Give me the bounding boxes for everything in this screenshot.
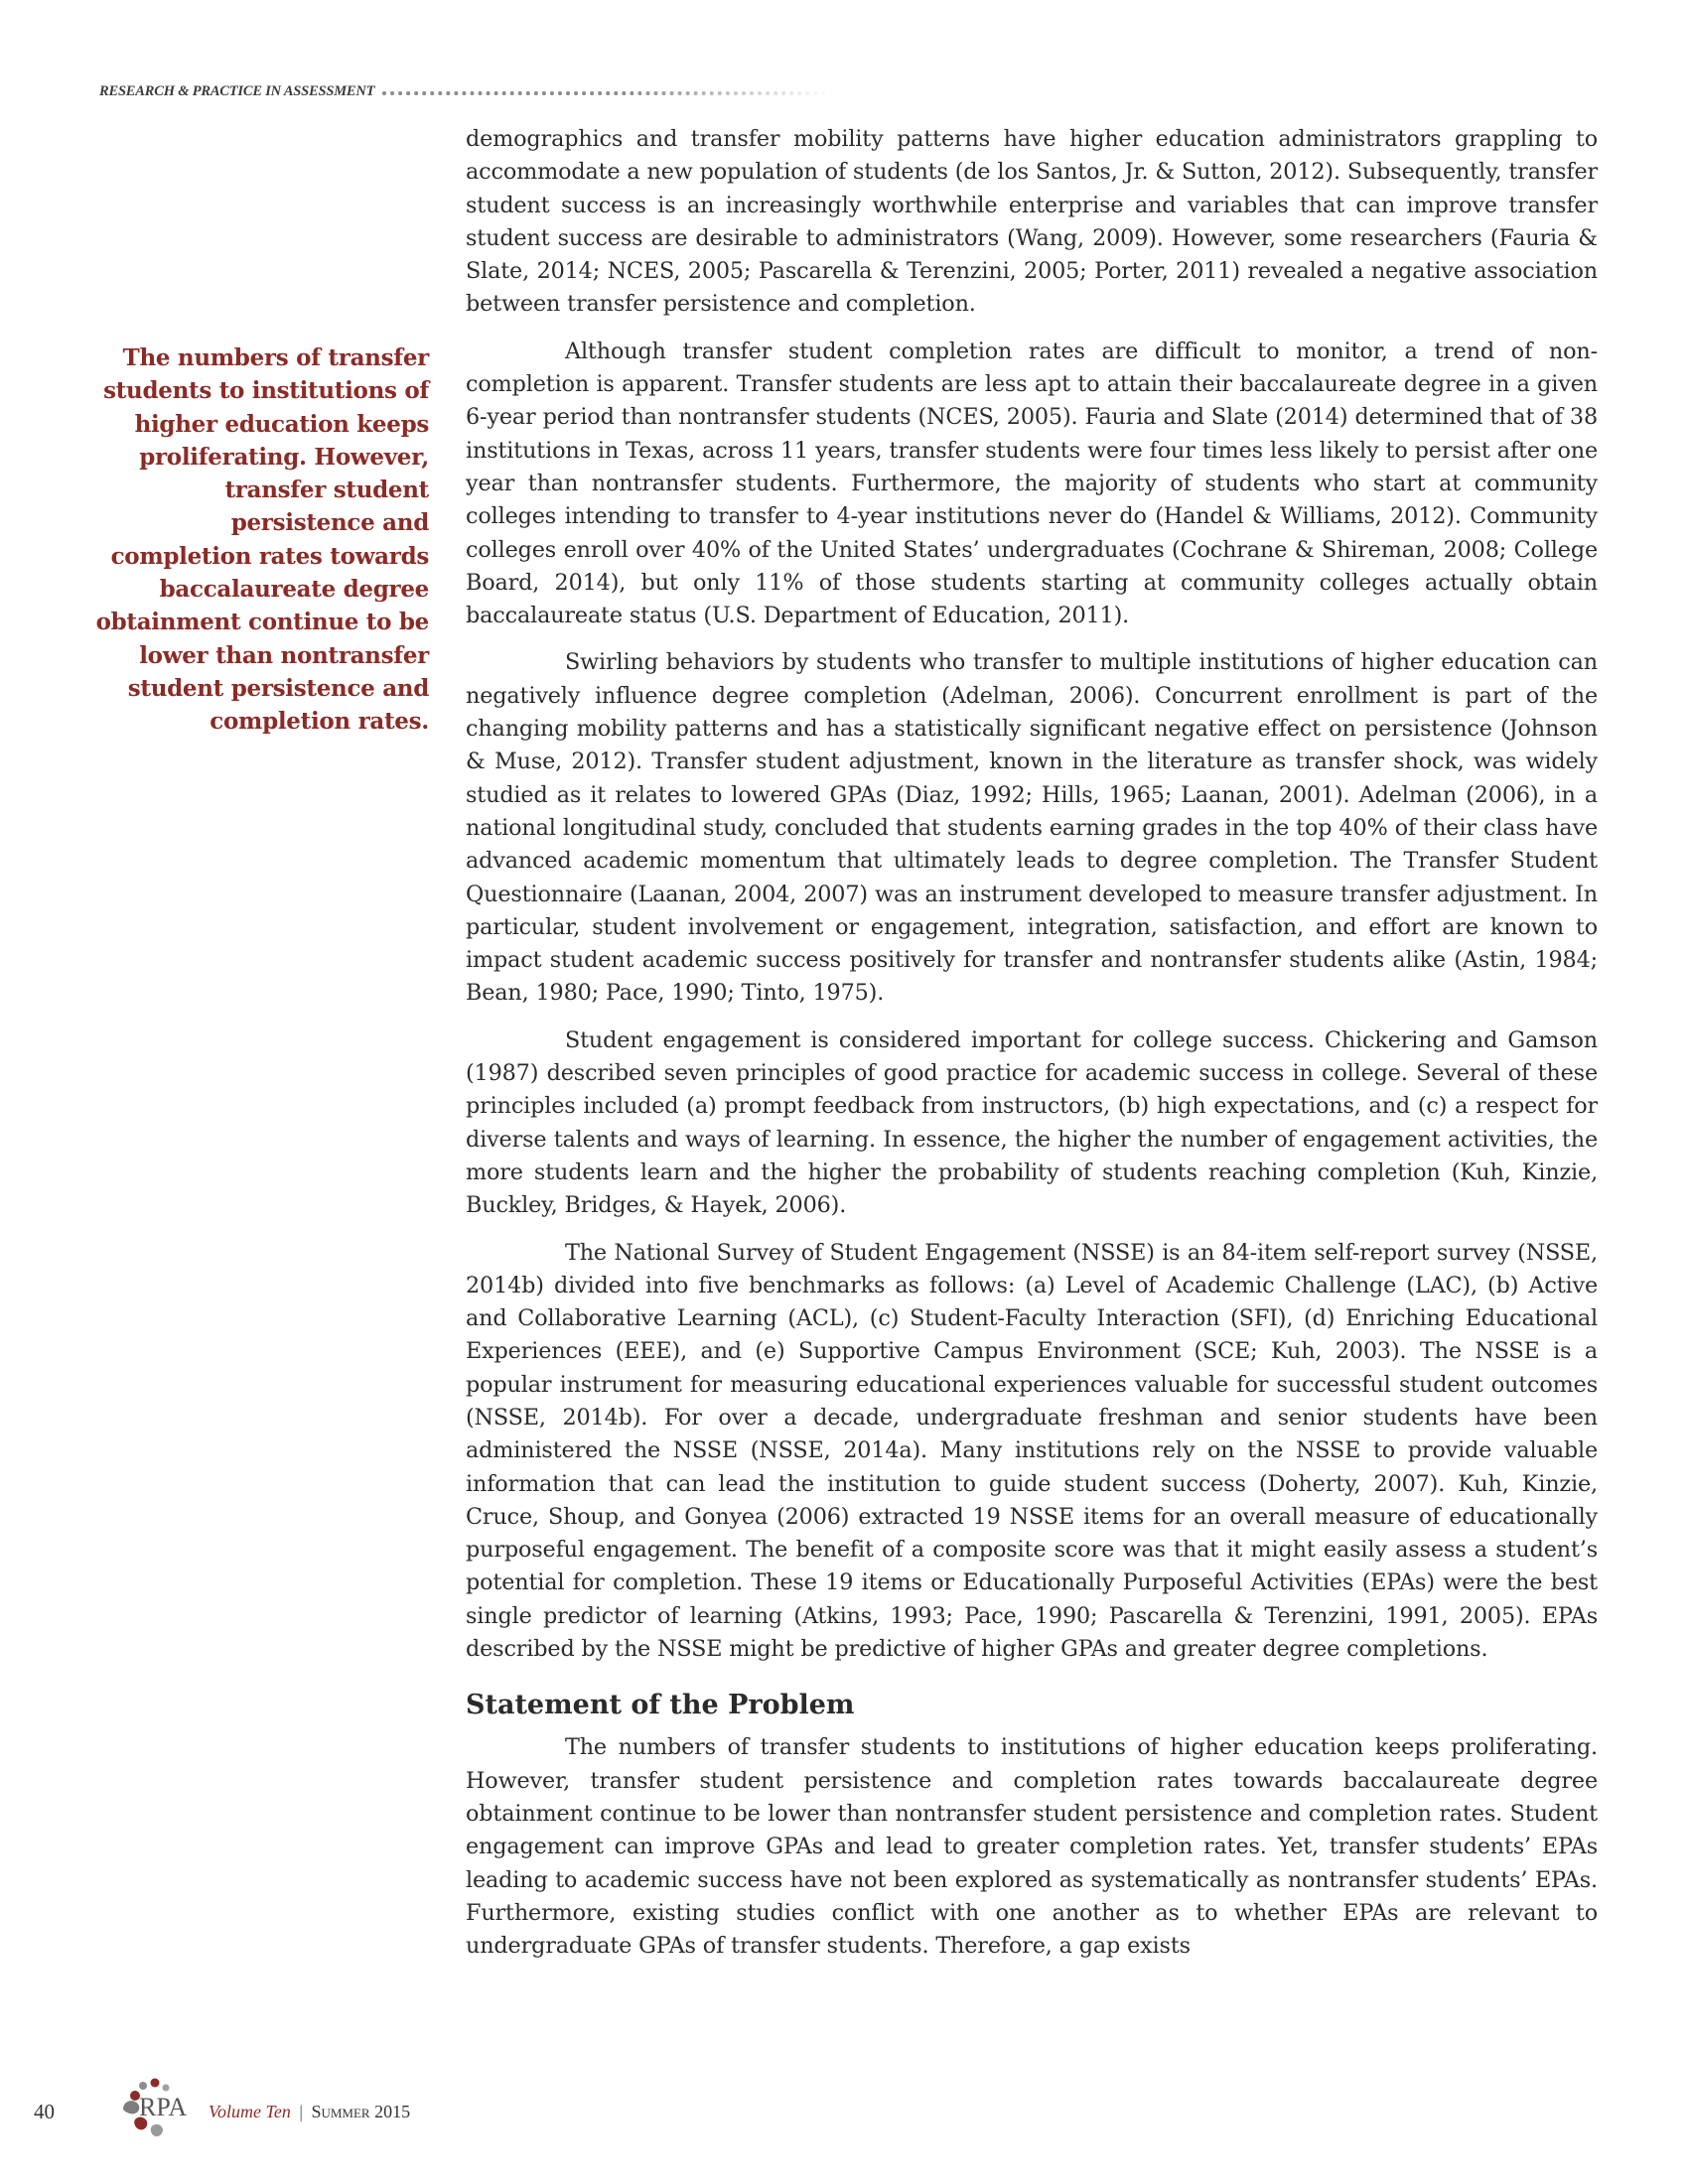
section-heading: Statement of the Problem — [466, 1690, 855, 1721]
rpa-logo-icon — [113, 2076, 222, 2149]
page-footer — [30, 2070, 487, 2149]
page-number: 40 — [34, 2100, 55, 2123]
body-paragraph-3: Swirling behaviors by students who transfer to multiple institutions of higher education can negatively influence degree completion (Adelman, 2006). Concurrent enrollment is part of the changing mobility patterns and has a statistically significant negative effect on persistence (Johnson & Muse, 2012). Transfer student adjustment, known in the literature as transfer shock, was widely studied as it relates to lowered GPAs (Diaz, 1992; Hills, 1965; Laanan, 2001). Adelman (2006), in a national longitudinal study, concluded that students earning grades in the top 40% of their class have advanced academic momentum that ultimately leads to degree completion. The Transfer Student Questionnaire (Laanan, 2004, 2007) was an instrument developed to measure transfer adjustment. In particular, student involvement or engagement, integration, satisfaction, and effort are known to impact student academic success positively for transfer and nontransfer students alike (Astin, 1984; Bean, 1980; Pace, 1990; Tinto, 1975). — [466, 649, 1598, 1007]
body-paragraph-1: demographics and transfer mobility patterns have higher education administrators grappling to accommodate a new population of students (de los Santos, Jr. & Sutton, 2012). Subsequently, transfer student success is an increasingly worthwhile enterprise and variables that can improve transfer student success are desirable to administrators (Wang, 2009). However, some researchers (Fauria & Slate, 2014; NCES, 2005; Pascarella & Terenzini, 2005; Porter, 2011) revealed a negative association between transfer persistence and completion. — [466, 126, 1598, 318]
logo-text: RPA — [139, 2093, 188, 2121]
running-head-dotted-rule — [382, 91, 834, 95]
footer-separator: | — [299, 2102, 303, 2121]
article-body — [466, 123, 1598, 1977]
pull-quote: The numbers of transfer students to institutions of higher education keeps proliferating. However, transfer student persistence and completion rates towards baccalaureate degree obtainment continue to be lower than nontransfer student persistence and completion rates. — [95, 344, 429, 736]
body-paragraph-4: Student engagement is considered important for college success. Chickering and Gamson (1987) described seven principles of good practice for academic success in college. Several of these principles included (a) prompt feedback from instructors, (b) high expectations, and (c) a respect for diverse talents and ways of learning. In essence, the higher the number of engagement activities, the more students learn and the higher the probability of students reaching completion (Kuh, Kinzie, Buckley, Bridges, & Hayek, 2006). — [466, 1026, 1598, 1219]
running-head-title: RESEARCH & PRACTICE IN ASSESSMENT — [99, 82, 375, 99]
body-paragraph-5: The National Survey of Student Engagement (NSSE) is an 84-item self-report survey (NSSE, 2014b) divided into five benchmarks as follows: (a) Level of Academic Challenge (LAC), (b) Active and Collaborative Learning (ACL), (c) Student-Faculty Interaction (SFI), (d) Enriching Educational Experiences (EEE), and (e) Supportive Campus Environment (SCE; Kuh, 2003). The NSSE is a popular instrument for measuring educational experiences valuable for successful student outcomes (NSSE, 2014b). For over a decade, undergraduate freshman and senior students have been administered the NSSE (NSSE, 2014a). Many institutions rely on the NSSE to provide valuable information that can lead the institution to guide student success (Doherty, 2007). Kuh, Kinzie, Cruce, Shoup, and Gonyea (2006) extracted 19 NSSE items for an overall measure of educationally purposeful engagement. The benefit of a composite score was that it might easily assess a student’s potential for completion. These 19 items or Educationally Purposeful Activities (EPAs) were the best single predictor of learning (Atkins, 1993; Pace, 1990; Pascarella & Terenzini, 1991, 2005). EPAs described by the NSSE might be predictive of higher GPAs and greater degree completions. — [466, 1239, 1598, 1663]
running-head — [99, 81, 834, 101]
volume-label: Volume Ten — [209, 2102, 291, 2121]
journal-issue-line — [209, 2102, 410, 2122]
section-paragraph: The numbers of transfer students to institutions of higher education keeps proliferating. However, transfer student persistence and completion rates towards baccalaureate degree obtainment continue to be lower than nontransfer student persistence and completion rates. Student engagement can improve GPAs and lead to greater completion rates. Yet, transfer students’ EPAs leading to academic success have not been explored as systematically as nontransfer students’ EPAs. Furthermore, existing studies conflict with one another as to whether EPAs are relevant to undergraduate GPAs of transfer students. Therefore, a gap exists — [466, 1734, 1598, 1960]
body-paragraph-2: Although transfer student completion rates are difficult to monitor, a trend of non-completion is apparent. Transfer students are less apt to attain their baccalaureate degree in a given 6-year period than nontransfer students (NCES, 2005). Fauria and Slate (2014) determined that of 38 institutions in Texas, across 11 years, transfer students were four times less likely to persist after one year than nontransfer students. Furthermore, the majority of students who start at community colleges intending to transfer to 4-year institutions never do (Handel & Williams, 2012). Community colleges enroll over 40% of the United States’ undergraduates (Cochrane & Shireman, 2008; College Board, 2014), but only 11% of those students starting at community colleges actually obtain baccalaureate status (U.S. Department of Education, 2011). — [466, 338, 1598, 629]
issue-label: Summer 2015 — [311, 2102, 411, 2121]
